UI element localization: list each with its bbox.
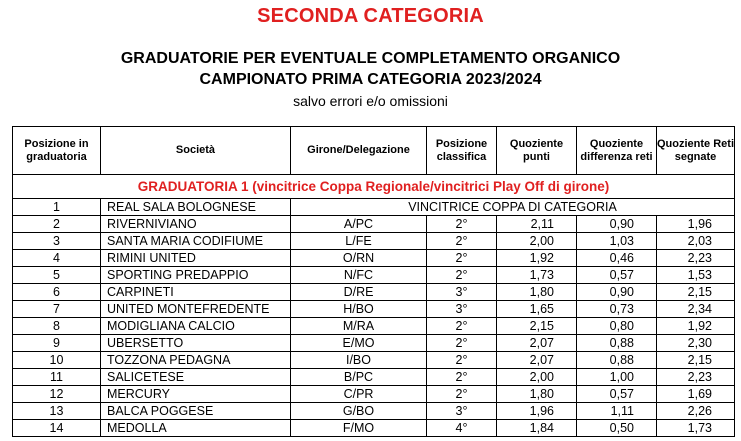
table-row [13, 420, 735, 437]
cell-goals-ratio: 2,23 [657, 250, 735, 267]
cell-standing: 2° [427, 335, 497, 352]
table-row [13, 403, 735, 420]
table-row [13, 352, 735, 369]
table-row [13, 301, 735, 318]
cell-points-ratio: 1,80 [497, 386, 577, 403]
cell-goal-diff-ratio: 0,80 [577, 318, 657, 335]
cell-standing: 2° [427, 250, 497, 267]
cell-team: MEDOLLA [101, 420, 291, 437]
cell-goal-diff-ratio: 0,90 [577, 284, 657, 301]
cell-goals-ratio: 2,15 [657, 352, 735, 369]
table-row [13, 335, 735, 352]
col-header-position: Posizione in graduatoria [13, 127, 101, 175]
title-line-1: GRADUATORIE PER EVENTUALE COMPLETAMENTO ORGANICO [120, 50, 621, 67]
cell-group: M/RA [291, 318, 427, 335]
cell-goal-diff-ratio: 0,50 [577, 420, 657, 437]
table-row [13, 216, 735, 233]
cell-goal-diff-ratio: 0,46 [577, 250, 657, 267]
col-header-group: Girone/Delegazione [291, 127, 427, 175]
cell-group: N/FC [291, 267, 427, 284]
cell-points-ratio: 2,07 [497, 335, 577, 352]
cell-goals-ratio: 2,03 [657, 233, 735, 250]
cell-goals-ratio: 1,96 [657, 216, 735, 233]
table-row [13, 318, 735, 335]
table-row [13, 284, 735, 301]
category-title: SECONDA CATEGORIA [257, 5, 484, 27]
cell-goals-ratio: 1,92 [657, 318, 735, 335]
cell-goal-diff-ratio: 0,57 [577, 386, 657, 403]
cell-points-ratio: 1,73 [497, 267, 577, 284]
cell-team: BALCA POGGESE [101, 403, 291, 420]
disclaimer-note: salvo errori e/o omissioni [293, 93, 448, 109]
cell-group: H/BO [291, 301, 427, 318]
cell-goal-diff-ratio: 0,73 [577, 301, 657, 318]
cell-team: UBERSETTO [101, 335, 291, 352]
cell-goals-ratio: 2,26 [657, 403, 735, 420]
cell-points-ratio: 1,65 [497, 301, 577, 318]
cell-position: 4 [13, 250, 101, 267]
cell-standing: 2° [427, 233, 497, 250]
section-title: GRADUATORIA 1 (vincitrice Coppa Regionale/vincitrici Play Off di girone) [13, 175, 735, 199]
cell-team: SPORTING PREDAPPIO [101, 267, 291, 284]
cell-position: 11 [13, 369, 101, 386]
cell-position: 6 [13, 284, 101, 301]
cell-team: RIVERNIVIANO [101, 216, 291, 233]
cell-team: MODIGLIANA CALCIO [101, 318, 291, 335]
cell-position: 1 [13, 199, 101, 216]
cell-goals-ratio: 1,69 [657, 386, 735, 403]
cell-points-ratio: 2,07 [497, 352, 577, 369]
cell-goal-diff-ratio: 0,88 [577, 352, 657, 369]
cell-group: I/BO [291, 352, 427, 369]
cell-points-ratio: 1,92 [497, 250, 577, 267]
cell-standing: 2° [427, 318, 497, 335]
cell-team: TOZZONA PEDAGNA [101, 352, 291, 369]
cell-standing: 2° [427, 216, 497, 233]
cell-goals-ratio: 2,15 [657, 284, 735, 301]
cell-goal-diff-ratio: 0,57 [577, 267, 657, 284]
cell-goals-ratio: 1,73 [657, 420, 735, 437]
cell-standing: 2° [427, 352, 497, 369]
cell-goals-ratio: 2,23 [657, 369, 735, 386]
col-header-team: Società [101, 127, 291, 175]
cell-goal-diff-ratio: 1,00 [577, 369, 657, 386]
cell-position: 10 [13, 352, 101, 369]
cell-position: 8 [13, 318, 101, 335]
cell-points-ratio: 2,15 [497, 318, 577, 335]
table-row [13, 369, 735, 386]
cell-points-ratio: 1,96 [497, 403, 577, 420]
cell-group: F/MO [291, 420, 427, 437]
cell-group: A/PC [291, 216, 427, 233]
cell-goal-diff-ratio: 1,03 [577, 233, 657, 250]
cell-position: 12 [13, 386, 101, 403]
cell-points-ratio: 2,11 [497, 216, 577, 233]
cell-position: 3 [13, 233, 101, 250]
cell-goals-ratio: 2,30 [657, 335, 735, 352]
table-row [13, 267, 735, 284]
cell-standing: 4° [427, 420, 497, 437]
table-row [13, 233, 735, 250]
ranking-table [12, 126, 735, 437]
cell-position: 14 [13, 420, 101, 437]
table-header-row [13, 127, 735, 175]
cell-team: CARPINETI [101, 284, 291, 301]
cell-team: MERCURY [101, 386, 291, 403]
cell-group: C/PR [291, 386, 427, 403]
cell-points-ratio: 2,00 [497, 369, 577, 386]
cell-standing: 3° [427, 301, 497, 318]
title-line-2: CAMPIONATO PRIMA CATEGORIA 2023/2024 [199, 71, 542, 88]
cell-standing: 2° [427, 386, 497, 403]
section-row [13, 175, 735, 199]
col-header-standing: Posizione classifica [427, 127, 497, 175]
table-row [13, 386, 735, 403]
col-header-points-ratio: Quoziente punti [497, 127, 577, 175]
cell-position: 5 [13, 267, 101, 284]
cell-position: 13 [13, 403, 101, 420]
cell-group: B/PC [291, 369, 427, 386]
document-title [0, 48, 741, 90]
cell-goal-diff-ratio: 0,88 [577, 335, 657, 352]
cell-standing: 3° [427, 403, 497, 420]
cell-standing: 3° [427, 284, 497, 301]
cell-team: SANTA MARIA CODIFIUME [101, 233, 291, 250]
table-row [13, 250, 735, 267]
cell-points-ratio: 1,84 [497, 420, 577, 437]
col-header-goal-diff-ratio: Quoziente differenza reti [577, 127, 657, 175]
cell-standing: 2° [427, 267, 497, 284]
cell-group: D/RE [291, 284, 427, 301]
cell-goal-diff-ratio: 1,11 [577, 403, 657, 420]
cell-team: REAL SALA BOLOGNESE [101, 199, 291, 216]
cell-position: 9 [13, 335, 101, 352]
cell-points-ratio: 1,80 [497, 284, 577, 301]
cell-group: O/RN [291, 250, 427, 267]
cell-position: 2 [13, 216, 101, 233]
cell-group: L/FE [291, 233, 427, 250]
cell-goal-diff-ratio: 0,90 [577, 216, 657, 233]
cell-cup-winner-note: VINCITRICE COPPA DI CATEGORIA [291, 199, 735, 216]
cell-standing: 2° [427, 369, 497, 386]
cell-group: G/BO [291, 403, 427, 420]
cell-team: RIMINI UNITED [101, 250, 291, 267]
cell-points-ratio: 2,00 [497, 233, 577, 250]
col-header-goals-ratio: Quoziente Reti segnate [657, 127, 735, 175]
cell-group: E/MO [291, 335, 427, 352]
cell-goals-ratio: 2,34 [657, 301, 735, 318]
cell-team: UNITED MONTEFREDENTE [101, 301, 291, 318]
table-row [13, 199, 735, 216]
cell-team: SALICETESE [101, 369, 291, 386]
cell-goals-ratio: 1,53 [657, 267, 735, 284]
cell-position: 7 [13, 301, 101, 318]
